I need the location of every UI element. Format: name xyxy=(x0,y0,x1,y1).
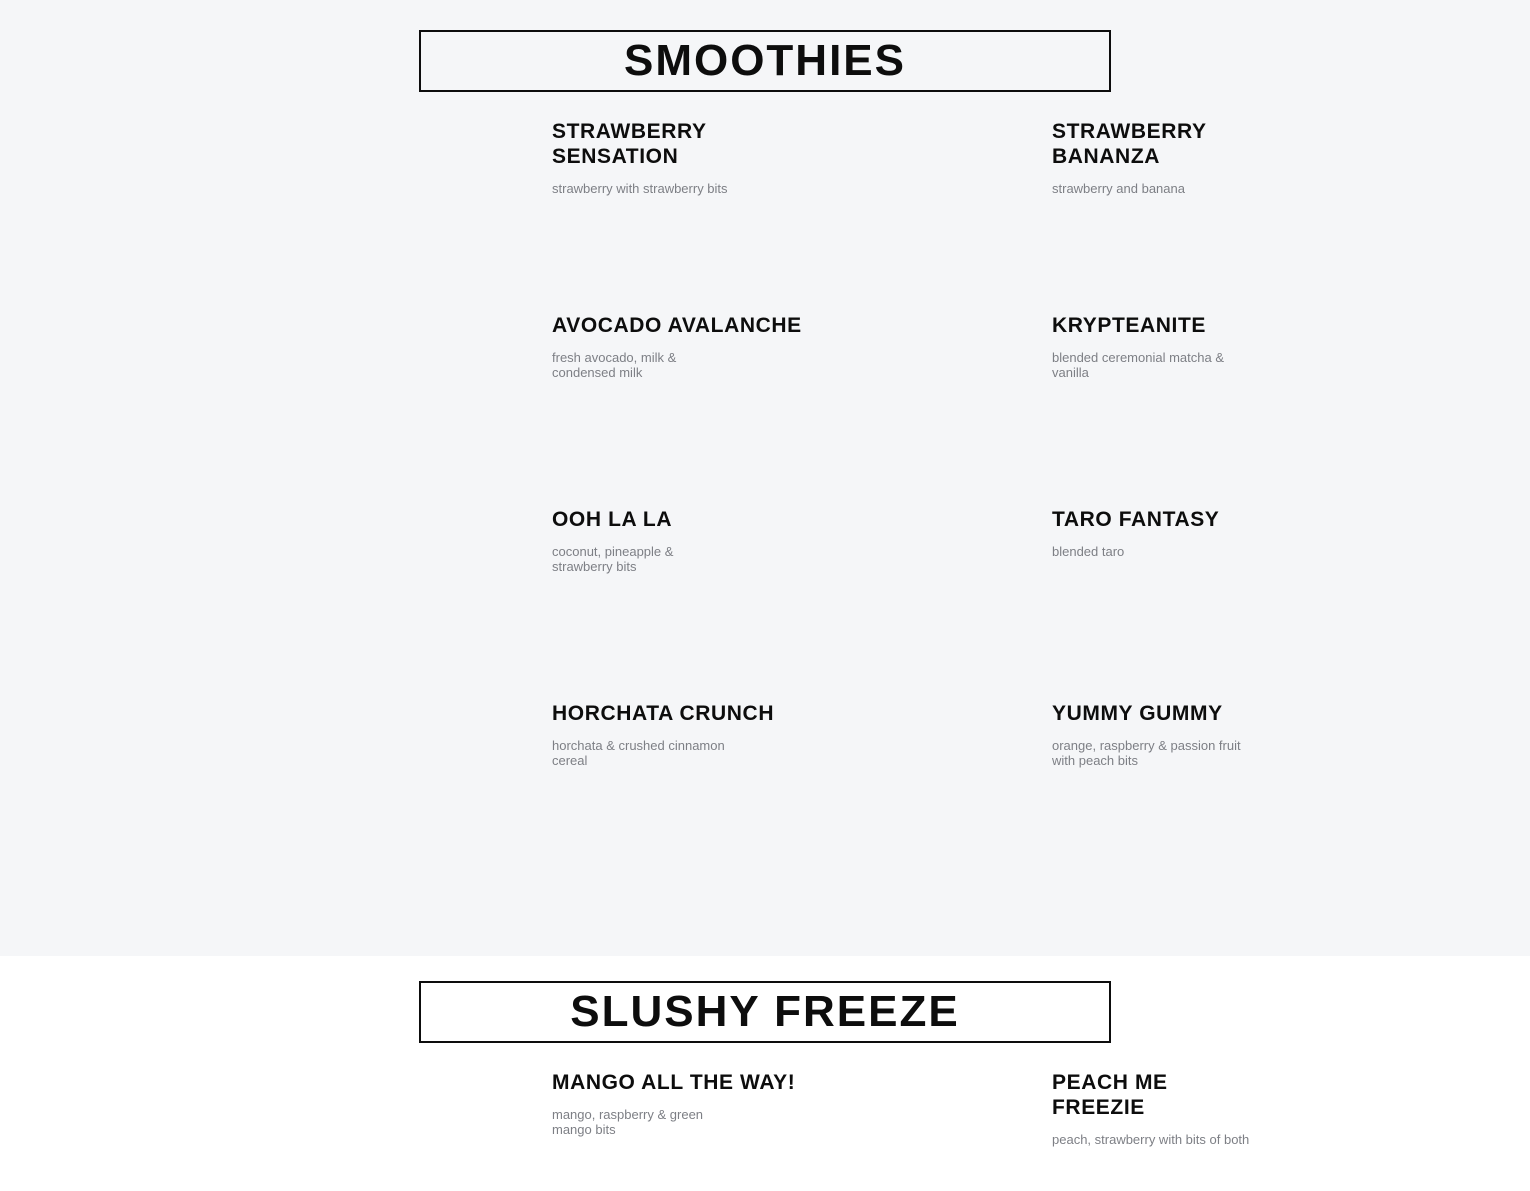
menu-item-description: fresh avocado, milk & condensed milk xyxy=(552,349,677,380)
menu-item-description: strawberry and banana xyxy=(1052,180,1185,196)
menu-item-name: HORCHATA CRUNCH xyxy=(552,702,775,725)
menu-item-description: blended ceremonial matcha & vanilla xyxy=(1052,349,1224,380)
menu-item-name: STRAWBERRY BANANZA xyxy=(1052,120,1207,168)
menu-item xyxy=(1052,508,1530,702)
menu-item-description: strawberry with strawberry bits xyxy=(552,180,728,196)
menu-item-description: coconut, pineapple & strawberry bits xyxy=(552,543,674,574)
menu-item-name: STRAWBERRY SENSATION xyxy=(552,120,707,168)
menu-item xyxy=(552,508,1052,702)
menu-item-name: MANGO ALL THE WAY! xyxy=(552,1071,796,1094)
menu-item xyxy=(552,314,1052,508)
menu-item xyxy=(1052,1071,1530,1151)
menu-item xyxy=(552,1071,1052,1151)
menu-item-description: peach, strawberry with bits of both xyxy=(1052,1131,1250,1147)
menu-item-description: orange, raspberry & passion fruit with peach bits xyxy=(1052,737,1241,768)
menu-item xyxy=(1052,314,1530,508)
menu-item xyxy=(552,120,1052,314)
menu-items-grid-smoothies xyxy=(552,120,1530,896)
section-slushy-freeze xyxy=(0,956,1530,1191)
section-title: SLUSHY FREEZE xyxy=(570,987,960,1036)
section-header-smoothies xyxy=(419,30,1111,92)
menu-item-description: mango, raspberry & green mango bits xyxy=(552,1106,704,1137)
menu-item-name: AVOCADO AVALANCHE xyxy=(552,314,802,337)
menu-item-name: OOH LA LA xyxy=(552,508,673,531)
section-title: SMOOTHIES xyxy=(623,36,907,85)
menu-item xyxy=(1052,702,1530,896)
menu-item-description: horchata & crushed cinnamon cereal xyxy=(552,737,725,768)
menu-item-description: blended taro xyxy=(1052,543,1125,559)
menu-item xyxy=(552,702,1052,896)
menu-item-name: KRYPTEANITE xyxy=(1052,314,1206,337)
menu-item-name: PEACH ME FREEZIE xyxy=(1052,1071,1168,1119)
menu-item-name: YUMMY GUMMY xyxy=(1052,702,1223,725)
menu-item-name: TARO FANTASY xyxy=(1052,508,1220,531)
menu-items-grid-slushy-freeze xyxy=(552,1071,1530,1151)
menu-item xyxy=(1052,120,1530,314)
section-header-slushy-freeze xyxy=(419,981,1111,1043)
